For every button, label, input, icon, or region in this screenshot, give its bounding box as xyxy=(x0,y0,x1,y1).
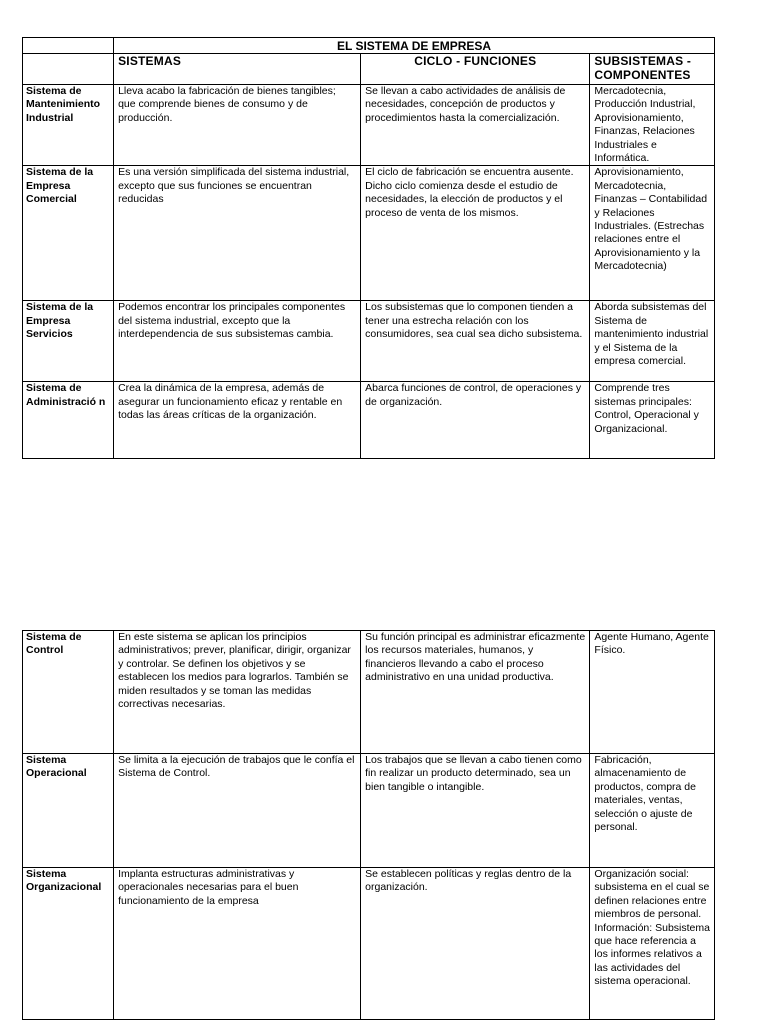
table-row xyxy=(23,382,715,459)
cell-ciclo: Abarca funciones de control, de operaciones y de organización. xyxy=(361,382,590,459)
header-sistemas: SISTEMAS xyxy=(114,54,361,85)
table-row xyxy=(23,301,715,382)
cell-ciclo: Se establecen políticas y reglas dentro de la organización. xyxy=(361,868,590,1020)
table-row xyxy=(23,754,715,868)
row-label: Sistema de Mantenimiento Industrial xyxy=(23,85,114,166)
cell-sistemas: Se limita a la ejecución de trabajos que le confía el Sistema de Control. xyxy=(114,754,361,868)
row-label: Sistema Organizacional xyxy=(23,868,114,1020)
cell-subsistemas: Agente Humano, Agente Físico. xyxy=(590,631,715,754)
row-label: Sistema de la Empresa Servicios xyxy=(23,301,114,382)
row-label: Sistema de Administració n xyxy=(23,382,114,459)
cell-ciclo: Su función principal es administrar eficazmente los recursos materiales, humanos, y financieros llevando a cabo el proceso administrativo en una unidad productiva. xyxy=(361,631,590,754)
empty-header-cell xyxy=(23,54,114,85)
table-title: EL SISTEMA DE EMPRESA xyxy=(114,38,715,54)
table-row xyxy=(23,166,715,301)
table-row xyxy=(23,631,715,754)
header-subsistemas-componentes: SUBSISTEMAS - COMPONENTES xyxy=(590,54,715,85)
cell-sistemas: Es una versión simplificada del sistema industrial, excepto que sus funciones se encuentran reducidas xyxy=(114,166,361,301)
empty-corner-cell xyxy=(23,38,114,54)
header-row xyxy=(23,54,715,85)
row-label: Sistema de la Empresa Comercial xyxy=(23,166,114,301)
cell-subsistemas: Comprende tres sistemas principales: Control, Operacional y Organizacional. xyxy=(590,382,715,459)
title-row xyxy=(23,38,715,54)
cell-ciclo: El ciclo de fabricación se encuentra ausente. Dicho ciclo comienza desde el estudio de necesidades, la elección de productos y el proceso de venta de los mismos. xyxy=(361,166,590,301)
cell-ciclo: Los subsistemas que lo componen tienden a tener una estrecha relación con los consumidores, sea cual sea dicho subsistema. xyxy=(361,301,590,382)
cell-sistemas: Crea la dinámica de la empresa, además de asegurar un funcionamiento eficaz y rentable en todas las áreas críticas de la organización. xyxy=(114,382,361,459)
cell-subsistemas: Aprovisionamiento, Mercadotecnia, Finanzas – Contabilidad y Relaciones Industriales. (Estrechas relaciones entre el Aprovisionamiento y la Mercadotecnia) xyxy=(590,166,715,301)
cell-subsistemas: Organización social: subsistema en el cual se definen relaciones entre miembros de personal. Información: Subsistema que hace referencia a los informes relativos a las actividades del sistema operacional. xyxy=(590,868,715,1020)
row-label: Sistema Operacional xyxy=(23,754,114,868)
cell-subsistemas: Mercadotecnia, Producción Industrial, Aprovisionamiento, Finanzas, Relaciones Industriales e Informática. xyxy=(590,85,715,166)
cell-sistemas: Implanta estructuras administrativas y operacionales necesarias para el buen funcionamiento de la empresa xyxy=(114,868,361,1020)
cell-subsistemas: Aborda subsistemas del Sistema de mantenimiento industrial y el Sistema de la empresa comercial. xyxy=(590,301,715,382)
cell-sistemas: En este sistema se aplican los principios administrativos; prever, planificar, dirigir, organizar y controlar. Se definen los objetivos y se establecen los medios para lograrlos. También se miden resultados y se toman las medidas correctivas necesarias. xyxy=(114,631,361,754)
empresa-table-top xyxy=(22,37,715,459)
table-row xyxy=(23,85,715,166)
cell-subsistemas: Fabricación, almacenamiento de productos, compra de materiales, ventas, selección o ajuste de personal. xyxy=(590,754,715,868)
table-row xyxy=(23,868,715,1020)
cell-sistemas: Lleva acabo la fabricación de bienes tangibles; que comprende bienes de consumo y de producción. xyxy=(114,85,361,166)
cell-sistemas: Podemos encontrar los principales componentes del sistema industrial, excepto que la interdependencia de sus subsistemas cambia. xyxy=(114,301,361,382)
cell-ciclo: Se llevan a cabo actividades de análisis de necesidades, concepción de productos y procedimientos hasta la comercialización. xyxy=(361,85,590,166)
cell-ciclo: Los trabajos que se llevan a cabo tienen como fin realizar un producto determinado, sea un bien tangible o intangible. xyxy=(361,754,590,868)
header-ciclo-funciones: CICLO - FUNCIONES xyxy=(361,54,590,85)
empresa-table-bottom xyxy=(22,630,715,1020)
row-label: Sistema de Control xyxy=(23,631,114,754)
